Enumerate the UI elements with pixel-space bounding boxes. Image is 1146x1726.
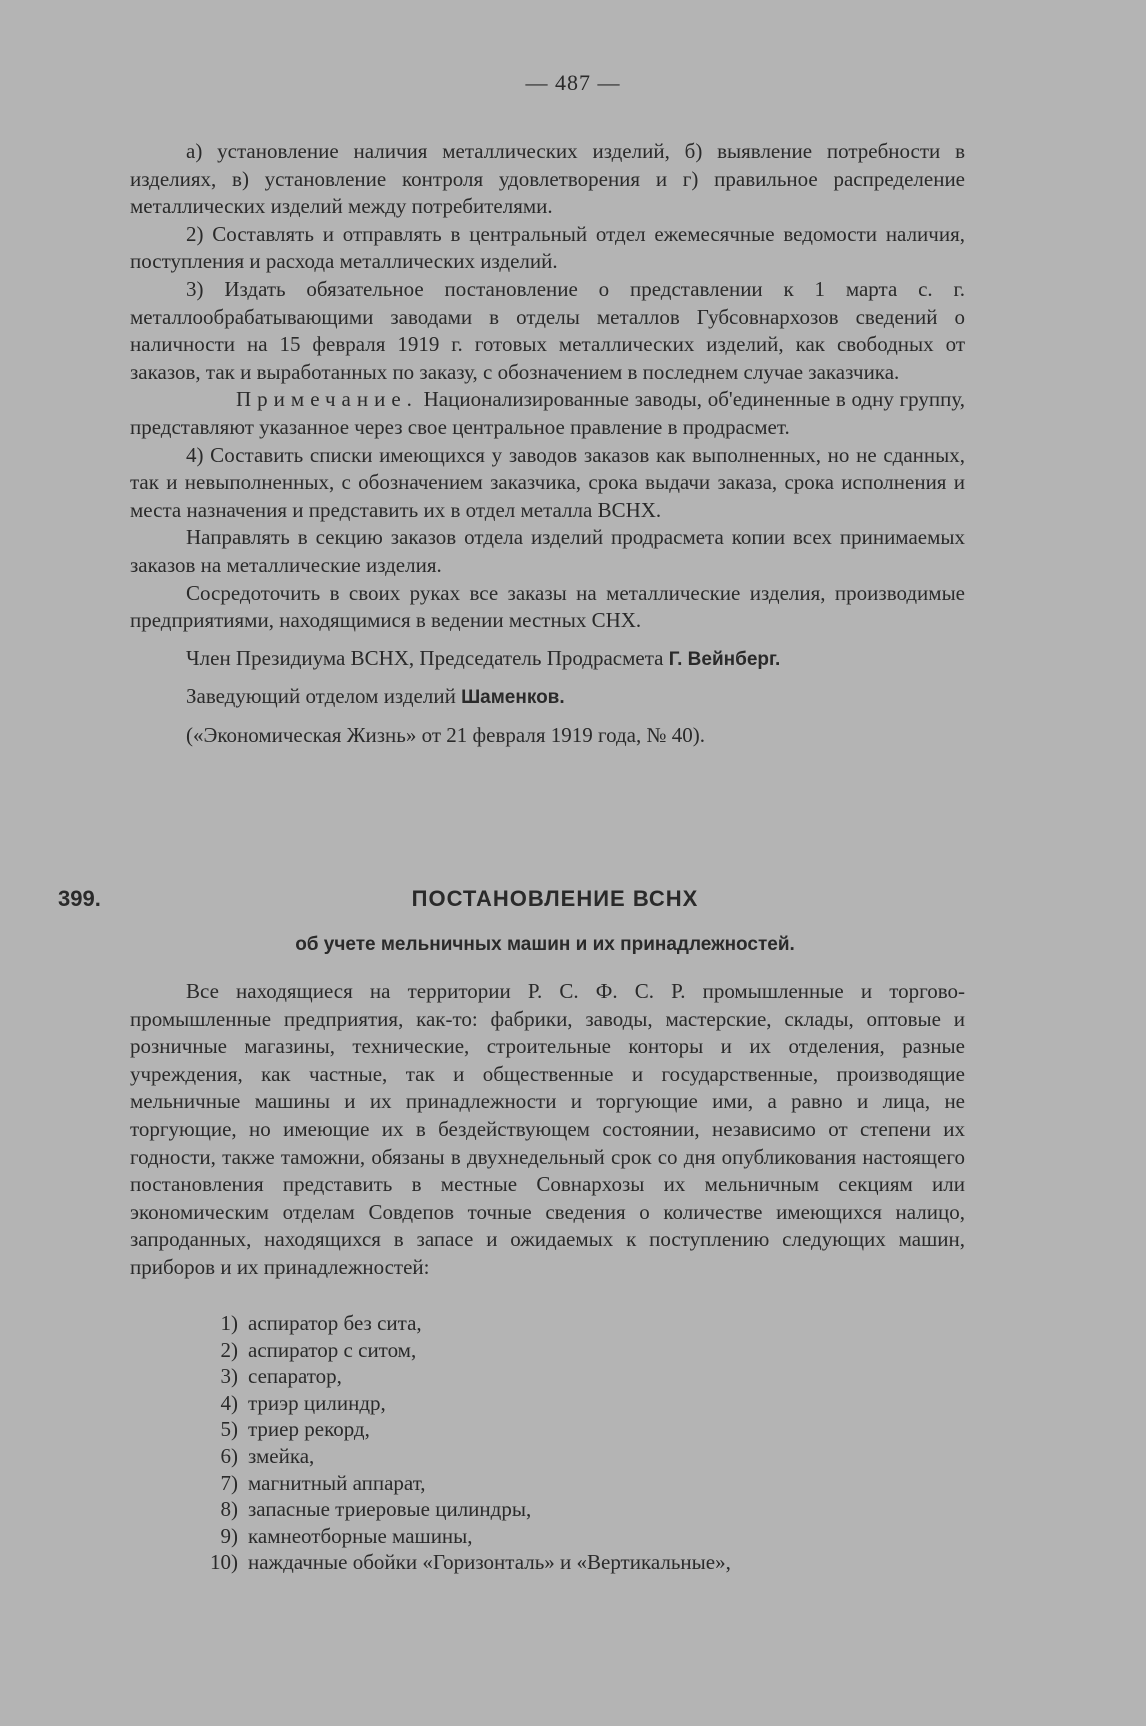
list-item-text: магнитный аппарат, [248,1470,426,1495]
list-item-text: аспиратор без сита, [248,1311,422,1335]
signature-2-text: Заведующий отделом изделий [186,684,462,709]
list-item-text: сепаратор, [248,1364,342,1389]
note-paragraph [130,386,965,441]
list-item-number: 9) [220,1523,238,1548]
signature-2 [130,683,965,712]
body-paragraph: Все находящиеся на территории Р. С. Ф. С. Р. промышленные и торгово-промышленные предприятия, как-то: фабрики, заводы, мастерские, склады, оптовые и розничные магазины, технические, строительные конторы и их отделения, разные учреждения, как частные, так и общественные и государственные, производящие мельничные машины и их принадлежности и торгующие ими, а равно и лица, не торгующие, но имеющие их в бездействующем состоянии, независимо от степени их годности, также таможни, обязаны в двухнедельный срок со дня опубликования настоящего постановления представить в местные Совнархозы их мельничным секциям или экономическим отделам Совдепов точные сведения о количестве имеющихся налицо, запроданных, находящихся в запасе и ожидаемых к поступлению следующих машин, приборов и их принадлежностей: [130,979,965,1279]
list-item [180,1310,731,1337]
list-item-number: 2) [220,1337,238,1362]
paragraph-6: Сосредоточить в своих руках все заказы на металлические изделия, производимые предприятиями, находящимися в ведении местных СНХ. [130,580,965,633]
list-item [180,1443,731,1470]
list-item-text: аспиратор с ситом, [248,1337,417,1362]
top-section [130,138,965,749]
list-item [180,1337,731,1364]
list-item-text: запасные триеровые цилиндры, [248,1497,532,1522]
source-citation: («Экономическая Жизнь» от 21 февраля 1919 года, № 40). [186,722,706,747]
list-item-number: 8) [220,1497,238,1522]
signature-1 [130,645,965,674]
signature-1-name: Г. Вейнберг. [668,648,781,670]
list-item-text: триер рекорд, [248,1417,370,1442]
note-label: Примечание. [236,387,418,412]
paragraph-3: 3) Издать обязательное постановление о представлении к 1 марта с. г. металлообрабатывающими заводами в отделы металлов Губсовнархозов сведений о наличности на 15 февраля 1919 г. готовых металлических изделий, как свободных от заказов, так и выработанных по заказу, с обозначением в последнем случае заказчика. [130,276,965,384]
list-item-number: 6) [220,1443,238,1468]
document-subtitle: об учете мельничных машин и их принадлежностей. [295,934,795,955]
list-item [180,1470,731,1497]
list-item-number: 5) [220,1417,238,1442]
list-item [180,1523,731,1550]
paragraph-4: 4) Составить списки имеющихся у заводов заказов как выполненных, но не сданных, так и невыполненных, с обозначением заказчика, срока выдачи заказа, срока исполнения и места назначения и представить их в отдел металла ВСНХ. [130,442,965,522]
body-section [130,978,965,1282]
document-title: ПОСТАНОВЛЕНИЕ ВСНХ [411,886,699,911]
list-item [180,1496,731,1523]
signature-2-name: Шаменков. [461,687,565,709]
note-text: Национализированные заводы, об'единенные в одну группу, представляют указанное через свое центральное правление в продрасмет. [130,387,965,439]
document-number: 399. [58,886,101,911]
signature-1-text: Член Президиума ВСНХ, Председатель Продрасмета [186,645,669,670]
list-item-number: 10) [210,1550,238,1575]
list-item-number: 3) [220,1364,238,1389]
list-item-text: камнеотборные машины, [248,1523,473,1548]
list-item [180,1549,731,1576]
page-number: — 487 — [525,70,621,95]
paragraph-2: 2) Составлять и отправлять в центральный отдел ежемесячные ведомости наличия, поступления и расхода металлических изделий. [130,221,965,274]
list-item [180,1390,731,1417]
list-item [180,1416,731,1443]
list-item-text: триэр цилиндр, [248,1390,386,1415]
list-item-number: 7) [220,1470,238,1495]
paragraph-a: а) установление наличия металлических изделий, б) выявление потребности в изделиях, в) установление контроля удовлетворения и г) правильное распределение металлических изделий между потребителями. [130,139,965,219]
list-item-text: наждачные обойки «Горизонталь» и «Вертикальные», [248,1550,731,1575]
machine-list [180,1310,731,1576]
paragraph-5: Направлять в секцию заказов отдела изделий продрасмета копии всех принимаемых заказов на металлические изделия. [130,525,965,577]
list-item-text: змейка, [248,1443,315,1468]
list-item [180,1363,731,1390]
list-item-number: 4) [220,1390,238,1415]
list-item-number: 1) [220,1311,238,1335]
